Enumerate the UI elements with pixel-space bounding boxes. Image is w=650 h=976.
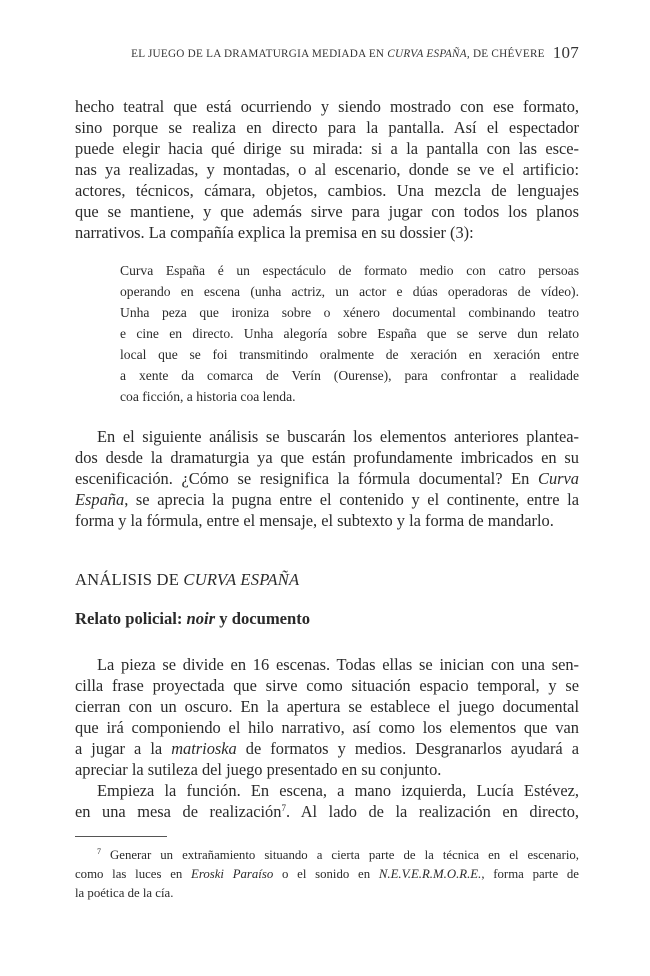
block-quote bbox=[120, 260, 579, 407]
footnote-number: 7 bbox=[97, 847, 101, 856]
footnote-rule bbox=[75, 836, 167, 837]
paragraph-3 bbox=[75, 654, 579, 780]
text-line: forma y la fórmula, entre el mensaje, el subtexto y la forma de mandarlo. bbox=[75, 511, 554, 530]
text-line: cierran con un oscuro. En la apertura se establece el juego documental bbox=[75, 697, 579, 716]
text-line: actores, técnicos, cámara, objetos, cambios. Una mezcla de lenguajes bbox=[75, 181, 579, 200]
footnote-marker: 7 bbox=[281, 803, 286, 813]
running-title: EL JUEGO DE LA DRAMATURGIA MEDIADA EN CURVA ESPAÑA, DE CHÉVERE bbox=[131, 48, 545, 60]
text-line: En el siguiente análisis se buscarán los elementos anteriores plantea- bbox=[97, 427, 579, 446]
paragraph-2 bbox=[75, 426, 579, 531]
text-line: a jugar a la matrioska de formatos y medios. Desgranarlos ayudará a bbox=[75, 739, 579, 758]
running-header bbox=[59, 42, 579, 62]
footnote-line: la poética de la cía. bbox=[75, 886, 174, 900]
quote-line: a xente da comarca de Verín (Ourense), para confrontar a realidade bbox=[120, 368, 579, 383]
quote-line: local que se foi transmitindo oralmente de xeración en xeración entre bbox=[120, 347, 579, 362]
paragraph-1 bbox=[75, 96, 579, 243]
text-line: La pieza se divide en 16 escenas. Todas ellas se inician con una sen- bbox=[97, 655, 579, 674]
quote-line: Curva España é un espectáculo de formato medio con catro persoas bbox=[120, 263, 579, 278]
footnote bbox=[75, 846, 579, 903]
quote-line: e cine en directo. Unha alegoría sobre España que se serve dun relato bbox=[120, 326, 579, 341]
text-line: hecho teatral que está ocurriendo y siendo mostrado con ese formato, bbox=[75, 97, 579, 116]
subsection-heading: Relato policial: noir y documento bbox=[75, 609, 311, 628]
section-heading: ANÁLISIS DE CURVA ESPAÑA bbox=[75, 570, 300, 589]
footnote-line: $^7$ Generar un extrañamiento situando a cierta parte de la técnica en el escenario, bbox=[97, 847, 579, 862]
text-line: Empieza la función. En escena, a mano izquierda, Lucía Estévez, bbox=[97, 781, 579, 800]
page-number: 107 bbox=[552, 43, 579, 62]
text-line: puede elegir hacia qué dirige su mirada: si a la pantalla con las esce- bbox=[75, 139, 579, 158]
quote-line: operando en escena (unha actriz, un actor e dúas operadoras de vídeo). bbox=[120, 284, 579, 299]
paragraph-4 bbox=[75, 780, 579, 822]
text-line: en una mesa de realización$^7$. Al lado de la realización en directo, bbox=[75, 802, 579, 821]
quote-line: Unha peza que ironiza sobre o xénero documental combinando teatro bbox=[120, 305, 579, 320]
text-line: que irá componiendo el hilo narrativo, así como los elementos que van bbox=[75, 718, 579, 737]
text-line: apreciar la sutileza del juego presentado en su conjunto. bbox=[75, 760, 442, 779]
text-line: narrativos. La compañía explica la premisa en su dossier (3): bbox=[75, 223, 474, 242]
text-line: que se mantiene, y que además sirve para jugar con todos los planos bbox=[75, 202, 579, 221]
quote-line: coa ficción, a historia coa lenda. bbox=[120, 389, 296, 404]
text-line: escenificación. ¿Cómo se resignifica la fórmula documental? En Curva bbox=[75, 469, 579, 488]
text-line: dos desde la dramaturgia ya que están profundamente imbricados en su bbox=[75, 448, 579, 467]
text-line: nas ya realizadas, y montadas, o al escenario, donde se ve el artificio: bbox=[75, 160, 579, 179]
footnote-line: como las luces en Eroski Paraíso o el sonido en N.E.V.E.R.M.O.R.E., forma parte de bbox=[75, 867, 579, 881]
text-line: España, se aprecia la pugna entre el contenido y el continente, entre la bbox=[75, 490, 579, 509]
text-line: cilla frase proyectada que sirve como situación espacio temporal, y se bbox=[75, 676, 579, 695]
text-line: sino porque se realiza en directo para la pantalla. Así el espectador bbox=[75, 118, 579, 137]
